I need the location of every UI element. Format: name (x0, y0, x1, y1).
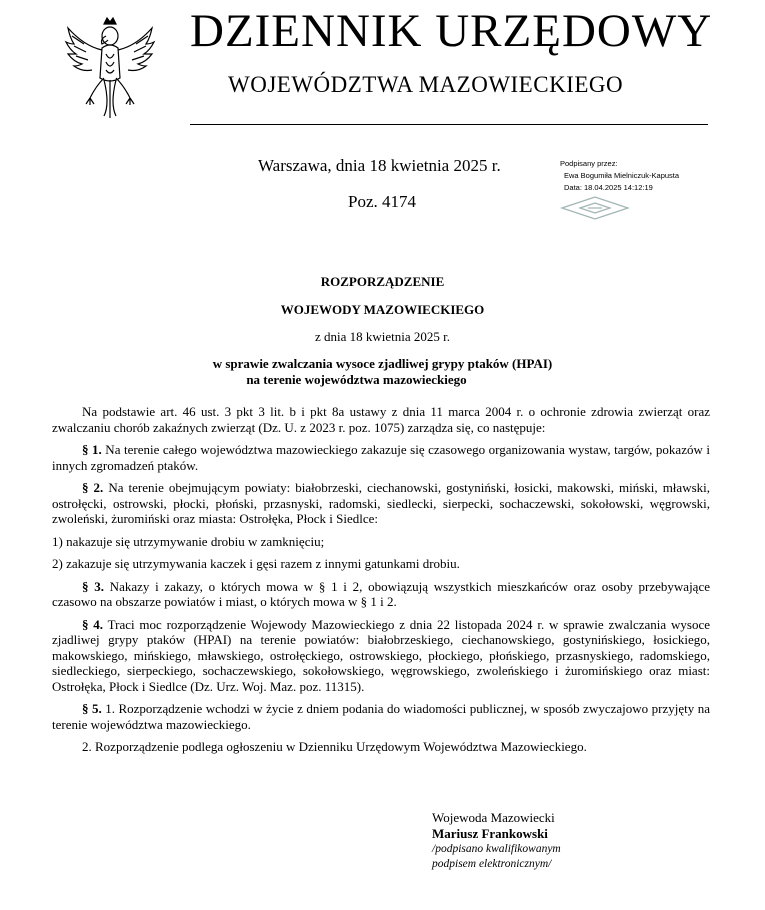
signature-block (432, 810, 561, 872)
polish-eagle-emblem-icon (60, 14, 160, 124)
document-body (52, 404, 710, 762)
signature-signer: Ewa Bogumiła Mielniczuk-Kapusta (564, 171, 680, 180)
signer-name: Mariusz Frankowski (432, 826, 548, 841)
section-3-label: § 3. (82, 578, 104, 594)
section-5-text: 1. Rozporządzenie wchodzi w życie z dniem podania do wiadomości publicznej, w sposób zwyczajowo przyjęty na terenie województwa mazowieckiego. (52, 701, 710, 732)
document-subject-line1: w sprawie zwalczania wysoce zjadliwej grypy ptaków (HPAI) (212, 356, 553, 371)
signature-stamp-icon (560, 195, 630, 221)
signature-label: Podpisany przez: (560, 159, 618, 168)
section-1-label: § 1. (82, 442, 102, 457)
section-2-label: § 2. (82, 480, 104, 495)
section-4-text: Traci moc rozporządzenie Wojewody Mazowieckiego z dnia 22 listopada 2024 r. w sprawie zwalczania wysoce zjadliwej grypy ptaków (HPAI) na terenie powiatów: białobrzeskiego, ciechanowskiego, gostynińskiego, łosickiego, makowskiego, mińskiego, mławskiego, ostrołęckiego, ostrowskiego, płockiego, płońskiego, przasnyskiego, radomskiego, siedleckiego, sierpeckiego, sochaczewskiego, sokołowskiego, węgrowskiego, zwoleńskiego i żuromińskiego oraz miast: Ostrołęka, Płock i Siedlce (Dz. Urz. Woj. Maz. poz. 11315). (52, 616, 710, 694)
document-issuer: WOJEWODY MAZOWIECKIEGO (280, 302, 485, 317)
section-5 (52, 701, 710, 732)
preamble: Na podstawie art. 46 ust. 3 pkt 3 lit. b i pkt 8a ustawy z dnia 11 marca 2004 r. o ochronie zdrowia zwierząt oraz zwalczaniu chorób zakaźnych zwierząt (Dz. U. z 2023 r. poz. 1075) zarządza się, co następuje: (52, 404, 710, 435)
document-date: z dnia 18 kwietnia 2025 r. (314, 329, 451, 344)
section-1 (52, 442, 710, 473)
digital-signature-box (560, 158, 710, 194)
section-3-text: Nakazy i zakazy, o których mowa w § 1 i 2, obowiązują wszystkich mieszkańców oraz osoby przebywające czasowo na obszarze powiatów i miast, o których mowa w § 1 i 2. (52, 578, 710, 609)
section-5-paragraph-2: 2. Rozporządzenie podlega ogłoszeniu w Dzienniku Urzędowym Województwa Mazowieckiego. (82, 739, 587, 754)
signer-role: Wojewoda Mazowiecki (432, 810, 555, 825)
section-4 (52, 617, 710, 695)
signature-note-line2: podpisem elektronicznym/ (432, 858, 552, 870)
signature-note-line1: /podpisano kwalifikowanym (432, 843, 561, 855)
place-date: Warszawa, dnia 18 kwietnia 2025 r. (258, 156, 501, 175)
masthead-subtitle: WOJEWÓDZTWA MAZOWIECKIEGO (228, 72, 624, 97)
masthead-title: DZIENNIK URZĘDOWY (190, 5, 713, 57)
section-2-text: Na terenie obejmującym powiaty: białobrzeski, ciechanowski, gostyniński, łosicki, makowski, miński, mławski, ostrołęcki, ostrowski, płocki, płoński, przasnyski, radomski, siedlecki, sierpecki, sochaczewski, sokołowski, węgrowski, zwoleński, żuromiński oraz miasta: Ostrołęka, Płock i Siedlce: (52, 480, 710, 526)
section-2-item-1: 1) nakazuje się utrzymywanie drobiu w zamknięciu; (52, 533, 325, 549)
section-1-text: Na terenie całego województwa mazowieckiego zakazuje się czasowego organizowania wystaw, targów, pokazów i innych zgromadzeń ptaków. (52, 442, 710, 473)
position-number: Poz. 4174 (348, 192, 416, 211)
section-3 (52, 579, 710, 610)
document-type: ROZPORZĄDZENIE (320, 274, 445, 289)
document-subject-line2: na terenie województwa mazowieckiego (246, 372, 467, 387)
section-5-label: § 5. (82, 701, 102, 716)
signature-date: Data: 18.04.2025 14:12:19 (564, 183, 653, 192)
section-4-label: § 4. (82, 616, 104, 632)
masthead-divider (190, 124, 708, 125)
section-2 (52, 480, 710, 527)
section-2-item-2: 2) zakazuje się utrzymywania kaczek i gęsi razem z innymi gatunkami drobiu. (52, 556, 460, 571)
